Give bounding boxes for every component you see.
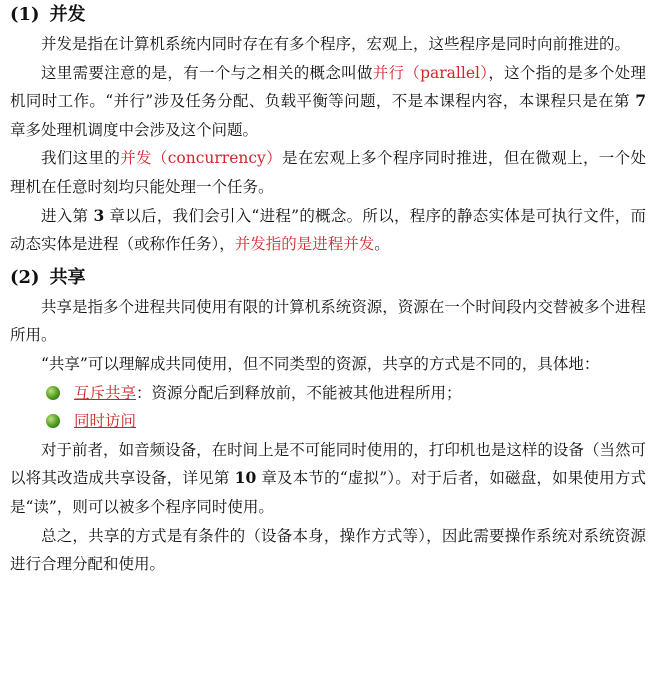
paragraph-text: “共享”可以理解成共同使用，但不同类型的资源，共享的方式是不同的，具体地： (41, 354, 600, 373)
link-mutual-exclusion-sharing[interactable]: 互斥共享 (74, 383, 137, 402)
paragraph (10, 436, 646, 522)
list-item (10, 379, 646, 408)
link-simultaneous-access[interactable]: 同时访问 (74, 412, 137, 431)
paragraph (10, 293, 646, 350)
document-page (10, 0, 646, 579)
section-number: (2) (10, 266, 40, 288)
list-item-text: ：资源分配后到释放前，不能被其他进程所用； (136, 383, 462, 402)
paragraph-text: 进入第 (41, 206, 89, 225)
section-title: 共享 (49, 266, 86, 288)
paragraph (10, 522, 646, 579)
paragraph-text: 章以后，我们会引入“进程”的概念。所以，程序的静态实体是可执行文件，而动态实体是进程（或称作任务）， (10, 206, 646, 254)
paragraph-text: 章及本节的“虚拟”）。对于后者，如磁盘，如果使用方式是“读”，则可以被多个程序同时使用。 (10, 469, 646, 516)
section-heading-concurrency (10, 0, 646, 30)
section-title: 并发 (49, 4, 86, 25)
green-sphere-bullet-icon (46, 386, 60, 400)
list-item (10, 407, 646, 436)
paragraph-text: 我们这里的 (41, 149, 121, 168)
highlight-concurrency: 并发（concurrency） (120, 149, 282, 168)
paragraph-text: 共享是指多个进程共同使用有限的计算机系统资源，资源在一个时间段内交替被多个进程所用。 (10, 297, 646, 345)
paragraph-text: 是在宏观上多个程序同时推进，但在微观上，一个处理机在任意时刻均只能处理一个任务。 (10, 149, 646, 196)
paragraph-text: 并发是指在计算机系统内同时存在有多个程序，宏观上，这些程序是同时向前推进的。 (41, 35, 631, 53)
chapter-number: 3 (93, 205, 105, 225)
paragraph-text: 。 (374, 235, 390, 254)
chapter-number: 7 (635, 91, 646, 111)
section-number: (1) (10, 4, 40, 25)
paragraph-text: 对于前者，如音频设备，在时间上是不可能同时使用的，打印机也是这样的设备（当然可以将其改造成共享设备，详见第 (10, 440, 646, 488)
chapter-number: 10 (234, 468, 257, 488)
paragraph-text: ，这个指的是多个处理机同时工作。“并行”涉及任务分配、负载平衡等问题，不是本课程内容，本课程只是在第 (10, 63, 646, 111)
paragraph-text: 章多处理机调度中会涉及这个问题。 (10, 120, 259, 139)
paragraph-text: 总之，共享的方式是有条件的（设备本身，操作方式等），因此需要操作系统对系统资源进行合理分配和使用。 (10, 526, 646, 574)
paragraph (10, 202, 646, 259)
paragraph (10, 350, 646, 379)
paragraph (10, 30, 646, 59)
paragraph (10, 59, 646, 145)
section-heading-sharing (10, 263, 646, 293)
paragraph-text: 这里需要注意的是，有一个与之相关的概念叫做 (41, 63, 373, 82)
paragraph (10, 144, 646, 201)
highlight-process-concurrency: 并发指的是进程并发 (234, 235, 375, 254)
highlight-parallel: 并行（parallel） (372, 63, 489, 82)
